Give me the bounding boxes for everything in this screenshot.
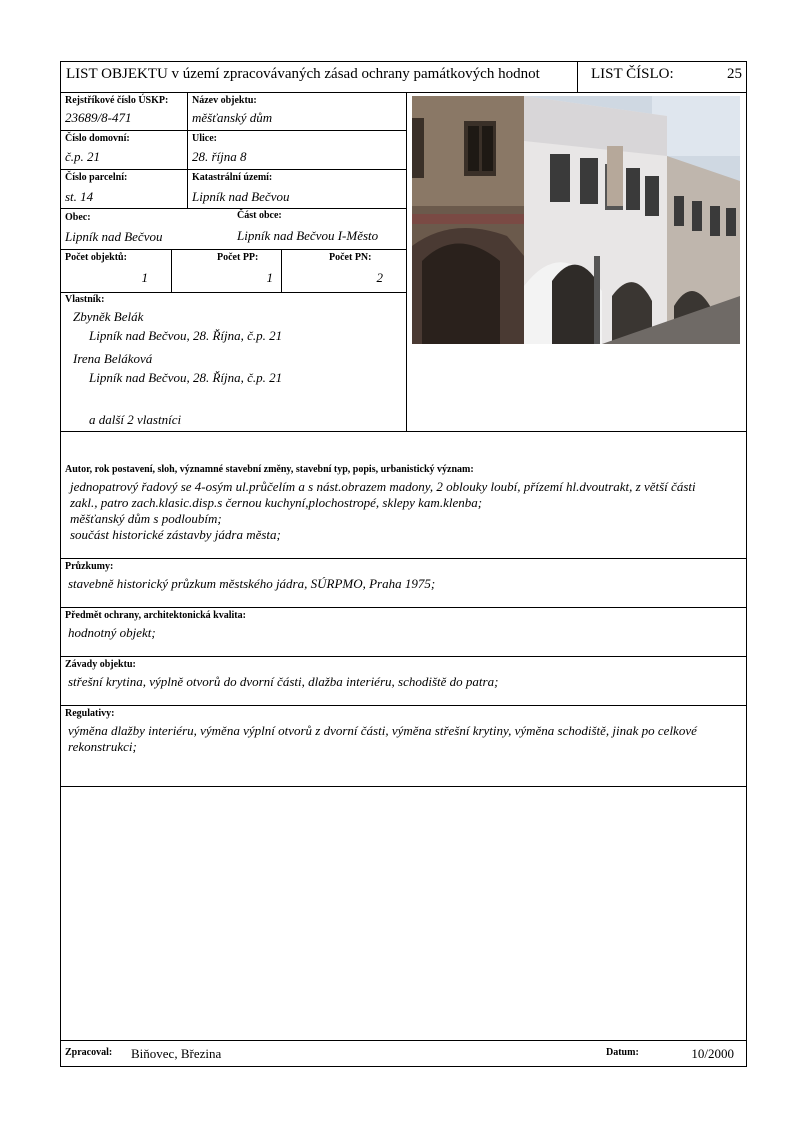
divider bbox=[60, 431, 747, 432]
divider bbox=[60, 705, 747, 706]
owner-name: Irena Beláková bbox=[73, 351, 153, 366]
divider bbox=[60, 92, 747, 93]
ulice-value: 28. října 8 bbox=[192, 149, 247, 164]
list-number-value: 25 bbox=[727, 66, 742, 82]
cast-value: Lipník nad Bečvou I-Město bbox=[237, 228, 379, 243]
pocet-pn-value: 2 bbox=[376, 270, 383, 285]
list-number-label: LIST ČÍSLO: bbox=[591, 66, 674, 82]
divider bbox=[577, 61, 578, 93]
katastr-label: Katastrální území: bbox=[192, 172, 273, 183]
divider bbox=[406, 92, 407, 432]
rejstrik-value: 23689/8-471 bbox=[65, 110, 132, 125]
divider bbox=[171, 249, 172, 292]
popis-line: zakl., patro zach.klasic.disp.s černou kuchyní,plochostropé, sklepy kam.klenba; bbox=[70, 495, 483, 510]
zavady-value: střešní krytina, výplně otvorů do dvorní části, dlažba interiéru, schodiště do patra; bbox=[68, 674, 499, 689]
divider bbox=[60, 249, 406, 250]
parcelni-value: st. 14 bbox=[65, 189, 94, 204]
domovni-label: Číslo domovní: bbox=[65, 133, 130, 144]
divider bbox=[187, 92, 188, 209]
divider bbox=[281, 249, 282, 292]
katastr-value: Lipník nad Bečvou bbox=[192, 189, 290, 204]
predmet-value: hodnotný objekt; bbox=[68, 625, 156, 640]
popis-text bbox=[70, 479, 696, 543]
pocet-pn-label: Počet PN: bbox=[329, 252, 372, 263]
pocet-pp-value: 1 bbox=[266, 270, 273, 285]
zpracoval-value: Biňovec, Březina bbox=[131, 1046, 222, 1061]
divider bbox=[60, 130, 406, 131]
datum-label: Datum: bbox=[606, 1047, 639, 1058]
divider bbox=[60, 292, 406, 293]
popis-label: Autor, rok postavení, sloh, významné stavební změny, stavební typ, popis, urbanistický význam: bbox=[65, 464, 474, 475]
pocet-pp-label: Počet PP: bbox=[217, 252, 259, 263]
obec-label: Obec: bbox=[65, 212, 91, 223]
divider bbox=[60, 169, 406, 170]
divider bbox=[60, 558, 747, 559]
building-photo bbox=[412, 96, 740, 344]
owner-address: Lipník nad Bečvou, 28. Října, č.p. 21 bbox=[89, 370, 283, 385]
owner-name: Zbyněk Belák bbox=[73, 309, 144, 324]
parcelni-label: Číslo parcelní: bbox=[65, 172, 128, 183]
divider bbox=[60, 607, 747, 608]
pruzkumy-value: stavebně historický průzkum městského jádra, SÚRPMO, Praha 1975; bbox=[68, 576, 436, 591]
cast-label: Část obce: bbox=[237, 210, 282, 221]
regulativy-label: Regulativy: bbox=[65, 708, 115, 719]
pocet-obj-value: 1 bbox=[141, 270, 148, 285]
popis-line: součást historické zástavby jádra města; bbox=[70, 527, 281, 542]
popis-line: jednopatrový řadový se 4-osým ul.průčelím a s nást.obrazem madony, 2 oblouky loubí, přízemí hl.dvoutrakt, z větší části bbox=[70, 479, 696, 494]
rejstrik-label: Rejstříkové číslo ÚSKP: bbox=[65, 95, 169, 106]
domovni-value: č.p. 21 bbox=[65, 149, 101, 164]
owner-address: Lipník nad Bečvou, 28. Října, č.p. 21 bbox=[89, 328, 283, 343]
owners-more: a další 2 vlastníci bbox=[89, 412, 182, 427]
divider bbox=[60, 786, 747, 787]
nazev-value: měšťanský dům bbox=[192, 110, 273, 125]
pruzkumy-label: Průzkumy: bbox=[65, 561, 114, 572]
nazev-label: Název objektu: bbox=[192, 95, 257, 106]
document-title: LIST OBJEKTU v území zpracovávaných zásad ochrany památkových hodnot bbox=[66, 66, 540, 82]
predmet-label: Předmět ochrany, architektonická kvalita: bbox=[65, 610, 246, 621]
ulice-label: Ulice: bbox=[192, 133, 217, 144]
regulativy-line: výměna dlažby interiéru, výměna výplní otvorů z dvorní části, výměna střešní krytiny, výměna schodiště, jinak po celkové bbox=[68, 723, 697, 738]
regulativy-text bbox=[68, 723, 697, 755]
zavady-label: Závady objektu: bbox=[65, 659, 136, 670]
zpracoval-label: Zpracoval: bbox=[65, 1047, 113, 1058]
divider bbox=[60, 656, 747, 657]
pocet-obj-label: Počet objektů: bbox=[65, 252, 127, 263]
popis-line: měšťanský dům s podloubím; bbox=[70, 511, 222, 526]
divider bbox=[60, 1040, 747, 1041]
divider bbox=[60, 208, 406, 209]
owners-label: Vlastník: bbox=[65, 294, 105, 305]
datum-value: 10/2000 bbox=[691, 1046, 734, 1061]
obec-value: Lipník nad Bečvou bbox=[65, 229, 163, 244]
regulativy-line: rekonstrukci; bbox=[68, 739, 137, 754]
